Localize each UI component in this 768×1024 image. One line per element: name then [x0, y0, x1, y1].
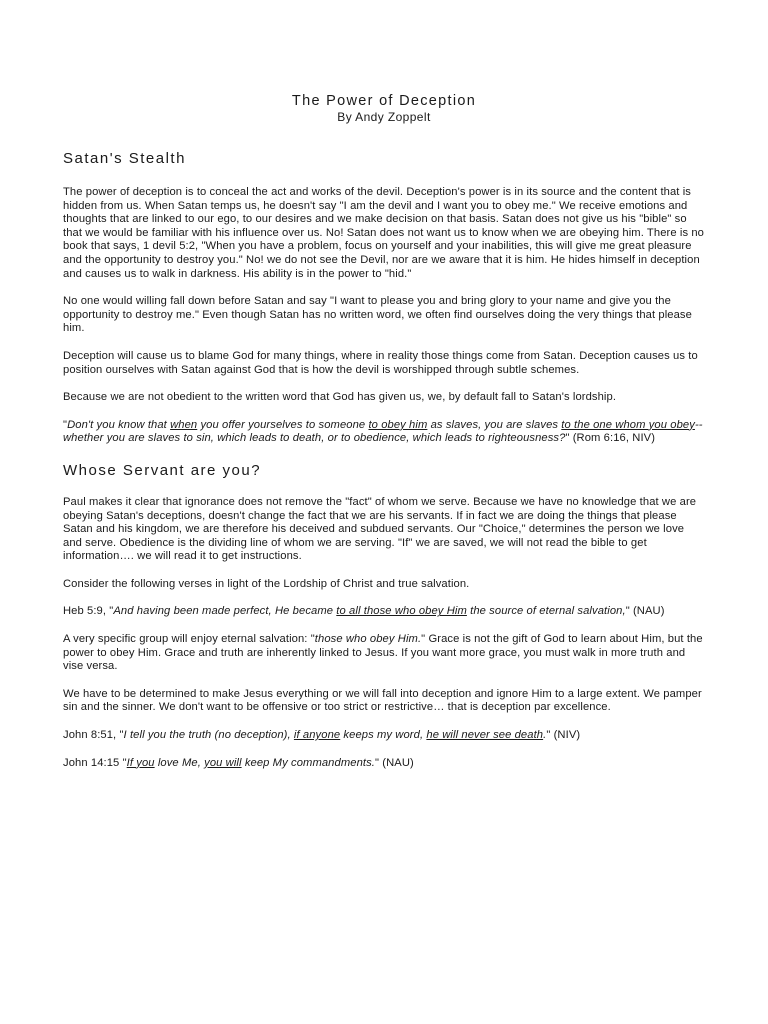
section-heading-whose-servant: Whose Servant are you?	[63, 461, 262, 479]
paragraph: Because we are not obedient to the written word that God has given us, we, by default fall to Satan's lordship.	[63, 391, 617, 404]
document-page	[63, 0, 705, 770]
scripture-quote-heb-5-9: Heb 5:9, "And having been made perfect, He became to all those who obey Him the source of eternal salvation," (NAU)	[63, 605, 665, 618]
document-byline: By Andy Zoppelt	[337, 110, 431, 124]
paragraph: We have to be determined to make Jesus everything or we will fall into deception and ignore Him to a large extent. We pamper sin and the sinner. We don't want to be offensive or too strict or restrictive… that is deception par excellence.	[63, 687, 702, 714]
section-heading-satans-stealth: Satan's Stealth	[63, 150, 186, 167]
paragraph: No one would willing fall down before Satan and say "I want to please you and bring glory to your name and give you the opportunity to destroy me." Even though Satan has no written word, we often find ourselves doing the very things that please him.	[63, 295, 692, 335]
scripture-quote-rom-6-16: "Don't you know that when you offer yourselves to someone to obey him as slaves, you are slaves to the one whom you obey-- whether you are slaves to sin, which leads to death, or to obedience, which leads to righteousness?" (Rom 6:16, NIV)	[63, 418, 703, 445]
document-title: The Power of Deception	[291, 93, 477, 109]
scripture-quote-john-14-15: John 14:15 "If you love Me, you will keep My commandments." (NAU)	[63, 756, 414, 769]
paragraph: Paul makes it clear that ignorance does not remove the "fact" of whom we serve. Because we have no knowledge that we are obeying Satan's deceptions, doesn't change the fact that we are his servants. If in fact we are doing the things that please Satan and his kingdom, we are therefore his deceived and subdued servants. Our "Choice," determines the person we love and serve. Obedience is the dividing line of whom we are serving. "If" we are saved, we will not read the bible to get information…. we will read it to get instructions.	[63, 495, 697, 563]
paragraph: Consider the following verses in light of the Lordship of Christ and true salvation.	[63, 577, 470, 590]
scripture-quote-john-8-51: John 8:51, "I tell you the truth (no deception), if anyone keeps my word, he will never see death." (NIV)	[63, 729, 581, 742]
paragraph: The power of deception is to conceal the act and works of the devil. Deception's power is in its source and the content that is hidden from us. When Satan temps us, he doesn't say "I am the devil and I want you to obey me." We receive emotions and thoughts that are linked to our ego, to our desires and we make decision on that basis. Satan does not give us his "bible" so that we would be familiar with his influence over us. No! Satan does not want us to know when we are obeying him. There is no book that says, 1 devil 5:2, "When you have a problem, focus on yourself and your inabilities, this will give me great pleasure and the opportunity to destroy you." No! we do not see the Devil, nor are we aware that it is him. He hides himself in deception and causes us to walk in darkness. His ability is in the power to "hid."	[63, 186, 704, 280]
paragraph: Deception will cause us to blame God for many things, where in reality those things come from Satan. Deception causes us to position ourselves with Satan against God that is how the devil is worshipped through subtle schemes.	[63, 349, 698, 376]
paragraph: A very specific group will enjoy eternal salvation: "those who obey Him." Grace is not the gift of God to learn about Him, but the power to obey Him. Grace and truth are inherently linked to Jesus. If you want more grace, you must walk in more truth and vise versa.	[63, 633, 703, 673]
